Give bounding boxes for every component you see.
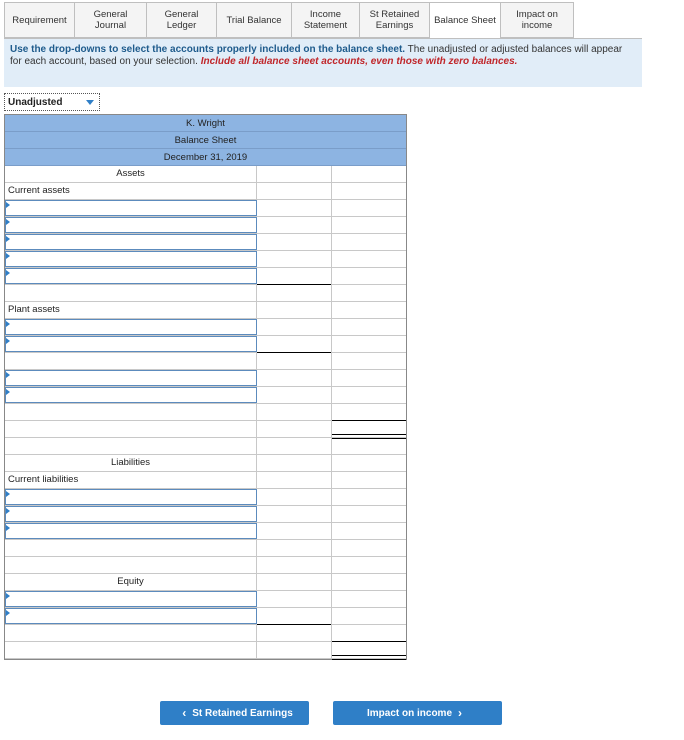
assets-heading: Assets [5, 166, 257, 182]
equity-heading: Equity [5, 574, 257, 590]
table-row [5, 183, 406, 200]
instruction-text: The unadjusted or adjusted balances will appear for each account, based on your selection. [10, 44, 623, 67]
flag-icon [6, 202, 10, 208]
sheet-title: Balance Sheet [5, 132, 406, 149]
flag-icon [6, 253, 10, 259]
flag-icon [6, 610, 10, 616]
tab-trial-balance[interactable] [216, 2, 291, 38]
balance-type-dropdown[interactable] [4, 93, 100, 111]
tab-balance-sheet[interactable] [429, 2, 500, 39]
amount-cell[interactable] [257, 506, 332, 522]
table-row [5, 625, 406, 642]
chevron-down-icon [86, 100, 94, 105]
prev-button-label: St Retained Earnings [192, 707, 293, 719]
flag-icon [6, 372, 10, 378]
sheet-date: December 31, 2019 [5, 149, 406, 166]
amount-cell[interactable] [257, 268, 332, 284]
table-row [5, 455, 406, 472]
flag-icon [6, 389, 10, 395]
flag-icon [6, 219, 10, 225]
tab-general-ledger[interactable] [146, 2, 216, 38]
tab-general-journal[interactable] [74, 2, 146, 38]
account-select[interactable] [5, 370, 257, 386]
instruction-box [4, 38, 642, 87]
table-row [5, 557, 406, 574]
flag-icon [6, 525, 10, 531]
tab-income-statement[interactable] [291, 2, 359, 38]
next-button-label: Impact on income [366, 707, 452, 719]
table-row [5, 234, 406, 251]
table-row [5, 506, 406, 523]
flag-icon [6, 321, 10, 327]
table-row [5, 404, 406, 421]
table-row [5, 353, 406, 370]
account-select[interactable] [5, 387, 257, 403]
account-select[interactable] [5, 319, 257, 335]
amount-cell[interactable] [257, 608, 332, 624]
table-row [5, 574, 406, 591]
tab-label: St Retained Earnings [369, 9, 420, 31]
table-row [5, 217, 406, 234]
instruction-emphasis: Include all balance sheet accounts, even those with zero balances. [200, 56, 518, 67]
account-select[interactable] [5, 268, 257, 284]
balance-sheet-table [4, 114, 407, 660]
plant-assets-label: Plant assets [5, 302, 257, 318]
table-row [5, 642, 406, 659]
table-row [5, 268, 406, 285]
amount-cell[interactable] [257, 200, 332, 216]
account-select[interactable] [5, 200, 257, 216]
amount-cell[interactable] [257, 234, 332, 250]
amount-cell[interactable] [257, 387, 332, 403]
amount-cell[interactable] [332, 404, 406, 420]
tab-st-retained-earnings[interactable] [359, 2, 429, 38]
tab-bar [4, 2, 574, 38]
account-select[interactable] [5, 234, 257, 250]
flag-icon [6, 338, 10, 344]
tab-label: Income Statement [303, 9, 348, 31]
tab-label: Balance Sheet [434, 15, 496, 26]
prev-button[interactable] [160, 701, 309, 725]
liabilities-heading: Liabilities [5, 455, 257, 471]
flag-icon [6, 236, 10, 242]
table-row [5, 200, 406, 217]
dropdown-value: Unadjusted [8, 96, 63, 108]
amount-cell[interactable] [257, 336, 332, 352]
tab-impact-on-income[interactable] [500, 2, 574, 38]
current-assets-label: Current assets [5, 183, 257, 199]
account-select[interactable] [5, 523, 257, 539]
table-row [5, 302, 406, 319]
table-row [5, 166, 406, 183]
amount-cell[interactable] [257, 370, 332, 386]
tab-label: General Ledger [164, 9, 199, 31]
table-row [5, 438, 406, 455]
chevron-right-icon: › [458, 706, 462, 720]
account-select[interactable] [5, 591, 257, 607]
table-row [5, 370, 406, 387]
table-row [5, 319, 406, 336]
flag-icon [6, 593, 10, 599]
table-row [5, 523, 406, 540]
chevron-left-icon: ‹ [182, 706, 187, 720]
table-row [5, 472, 406, 489]
table-row [5, 285, 406, 302]
total-liabilities-equity-cell[interactable] [332, 642, 406, 658]
table-row [5, 251, 406, 268]
flag-icon [6, 491, 10, 497]
current-liabilities-label: Current liabilities [5, 472, 257, 488]
amount-cell[interactable] [257, 251, 332, 267]
amount-cell[interactable] [257, 489, 332, 505]
table-row [5, 387, 406, 404]
account-select[interactable] [5, 217, 257, 233]
tab-label: Requirement [12, 14, 67, 26]
account-select[interactable] [5, 608, 257, 624]
amount-cell[interactable] [257, 319, 332, 335]
total-assets-cell[interactable] [332, 421, 406, 437]
company-name: K. Wright [5, 115, 406, 132]
account-select[interactable] [5, 489, 257, 505]
amount-cell[interactable] [332, 625, 406, 641]
amount-cell[interactable] [257, 591, 332, 607]
table-row [5, 489, 406, 506]
account-select[interactable] [5, 251, 257, 267]
flag-icon [6, 270, 10, 276]
tab-requirement[interactable] [4, 2, 74, 38]
table-row [5, 608, 406, 625]
amount-cell[interactable] [257, 523, 332, 539]
tab-label: Impact on income [516, 9, 558, 31]
table-row [5, 336, 406, 353]
next-button[interactable] [333, 701, 502, 725]
account-select[interactable] [5, 336, 257, 352]
tab-label: General Journal [93, 9, 128, 31]
table-row [5, 421, 406, 438]
table-row [5, 540, 406, 557]
flag-icon [6, 508, 10, 514]
account-select[interactable] [5, 506, 257, 522]
table-row [5, 591, 406, 608]
tab-label: Trial Balance [226, 14, 282, 26]
amount-cell[interactable] [257, 217, 332, 233]
instruction-bold: Use the drop-downs to select the accounts properly included on the balance sheet. [10, 44, 406, 55]
